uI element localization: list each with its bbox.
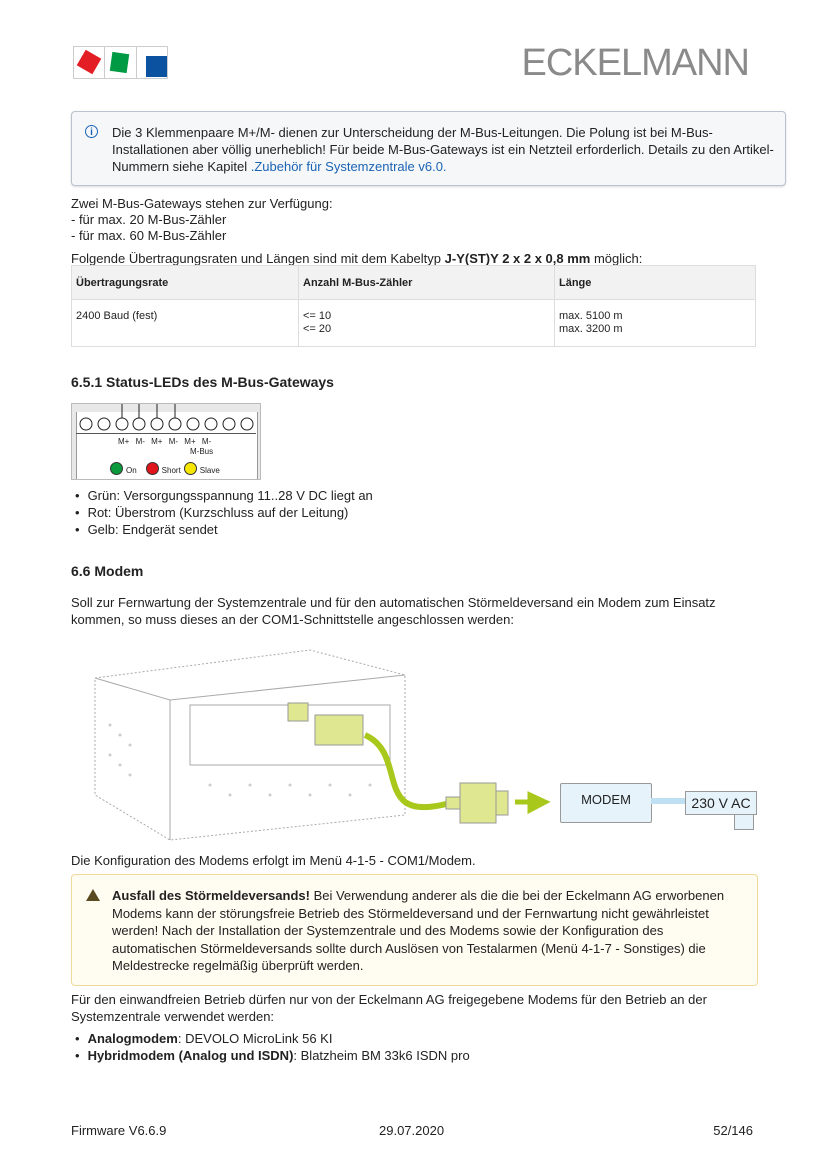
modem-config-text: Die Konfiguration des Modems erfolgt im Menü 4-1-5 - COM1/Modem. (71, 853, 476, 868)
modem-list (75, 1030, 470, 1064)
list-item: • Grün: Versorgungsspannung 11..28 V DC liegt an (75, 487, 373, 504)
info-note (71, 111, 786, 186)
modem-box: MODEM (560, 783, 652, 823)
table-row (72, 300, 756, 347)
terminal-labels: M+ M- M+ M- M+ M- (118, 437, 212, 446)
led-bullet-list (75, 487, 373, 538)
led-green-icon (110, 462, 123, 475)
footer-page: 52/146 (713, 1123, 753, 1138)
modem-text: Soll zur Fernwartung der Systemzentrale und für den automatischen Störmeldeversand ein Modem zum Einsatz kommen, so muss dieses an der COM1-Schnittstelle angeschlossen werden: (71, 595, 716, 627)
info-icon: i (85, 125, 98, 138)
modems-intro: Für den einwandfreien Betrieb dürfen nur von der Eckelmann AG freigegebene Modems für den Betrieb an der Systemzentrale verwendet werden: (71, 992, 707, 1024)
footer-version: Firmware V6.6.9 (71, 1123, 167, 1138)
list-item: • Rot: Überstrom (Kurzschluss auf der Leitung) (75, 504, 373, 521)
cable-text: Folgende Übertragungsraten und Längen sind mit dem Kabeltyp J-Y(ST)Y 2 x 2 x 0,8 mm möglich: (71, 251, 643, 266)
section-heading: 6.6 Modem (71, 563, 144, 579)
info-text: Die 3 Klemmenpaare M+/M- dienen zur Unterscheidung der M-Bus-Leitungen. Die Polung ist bei M-Bus-Installationen aber völlig unerheblich! Für beide M-Bus-Gateways ist ein Netzteil erforderlich. Details zu den Artikel-Nummern siehe Kapitel (112, 125, 774, 174)
table-header: Länge (555, 266, 756, 300)
section-heading: 6.5.1 Status-LEDs des M-Bus-Gateways (71, 374, 334, 390)
power-supply-box: 230 V AC (685, 791, 757, 815)
brand-wordmark: ECKELMANN (521, 42, 749, 84)
warning-note: Ausfall des Störmeldeversands! Bei Verwendung anderer als die die bei der Eckelmann AG erworbenen Modems kann der störungsfreie Betrieb des Störmeldeversand und der Fernwartung nicht gewährleistet werden! Nach der Installation der Systemzentrale und des Modems sowie der Konfiguration des automatischen Störmeldeversands sollte durch Auslösen von Testalarmen (Menü 4-1-7 - Sonstiges) die Meldestrecke regelmäßig überprüft werden. (71, 874, 758, 986)
led-yellow-icon (184, 462, 197, 475)
gateway-led-diagram (71, 403, 261, 480)
system-controller-illustration (70, 645, 760, 845)
transmission-table (71, 265, 756, 347)
list-item: • Gelb: Endgerät sendet (75, 521, 373, 538)
table-cell: max. 5100 m max. 3200 m (555, 300, 756, 347)
led-label: On (126, 466, 137, 475)
gateways-intro: Zwei M-Bus-Gateways stehen zur Verfügung: (71, 196, 333, 211)
chapter-link[interactable]: .Zubehör für Systemzentrale v6.0. (250, 159, 447, 174)
led-label: Short (161, 466, 181, 475)
modem-connection-diagram (70, 645, 760, 845)
led-red-icon (146, 462, 159, 475)
table-header: Anzahl M-Bus-Zähler (299, 266, 555, 300)
table-header: Übertragungsrate (72, 266, 299, 300)
table-cell: 2400 Baud (fest) (72, 300, 299, 347)
gateways-line: - für max. 60 M-Bus-Zähler (71, 228, 227, 243)
footer-date: 29.07.2020 (379, 1123, 445, 1138)
list-item: • Analogmodem: DEVOLO MicroLink 56 KI (75, 1030, 470, 1047)
led-label: Slave (199, 466, 220, 475)
table-cell: <= 10 <= 20 (299, 300, 555, 347)
warning-icon (86, 889, 100, 901)
eckelmann-logo (73, 46, 168, 79)
list-item: • Hybridmodem (Analog und ISDN): Blatzheim BM 33k6 ISDN pro (75, 1047, 470, 1064)
bus-label: M-Bus (190, 447, 214, 456)
gateways-line: - für max. 20 M-Bus-Zähler (71, 212, 227, 227)
